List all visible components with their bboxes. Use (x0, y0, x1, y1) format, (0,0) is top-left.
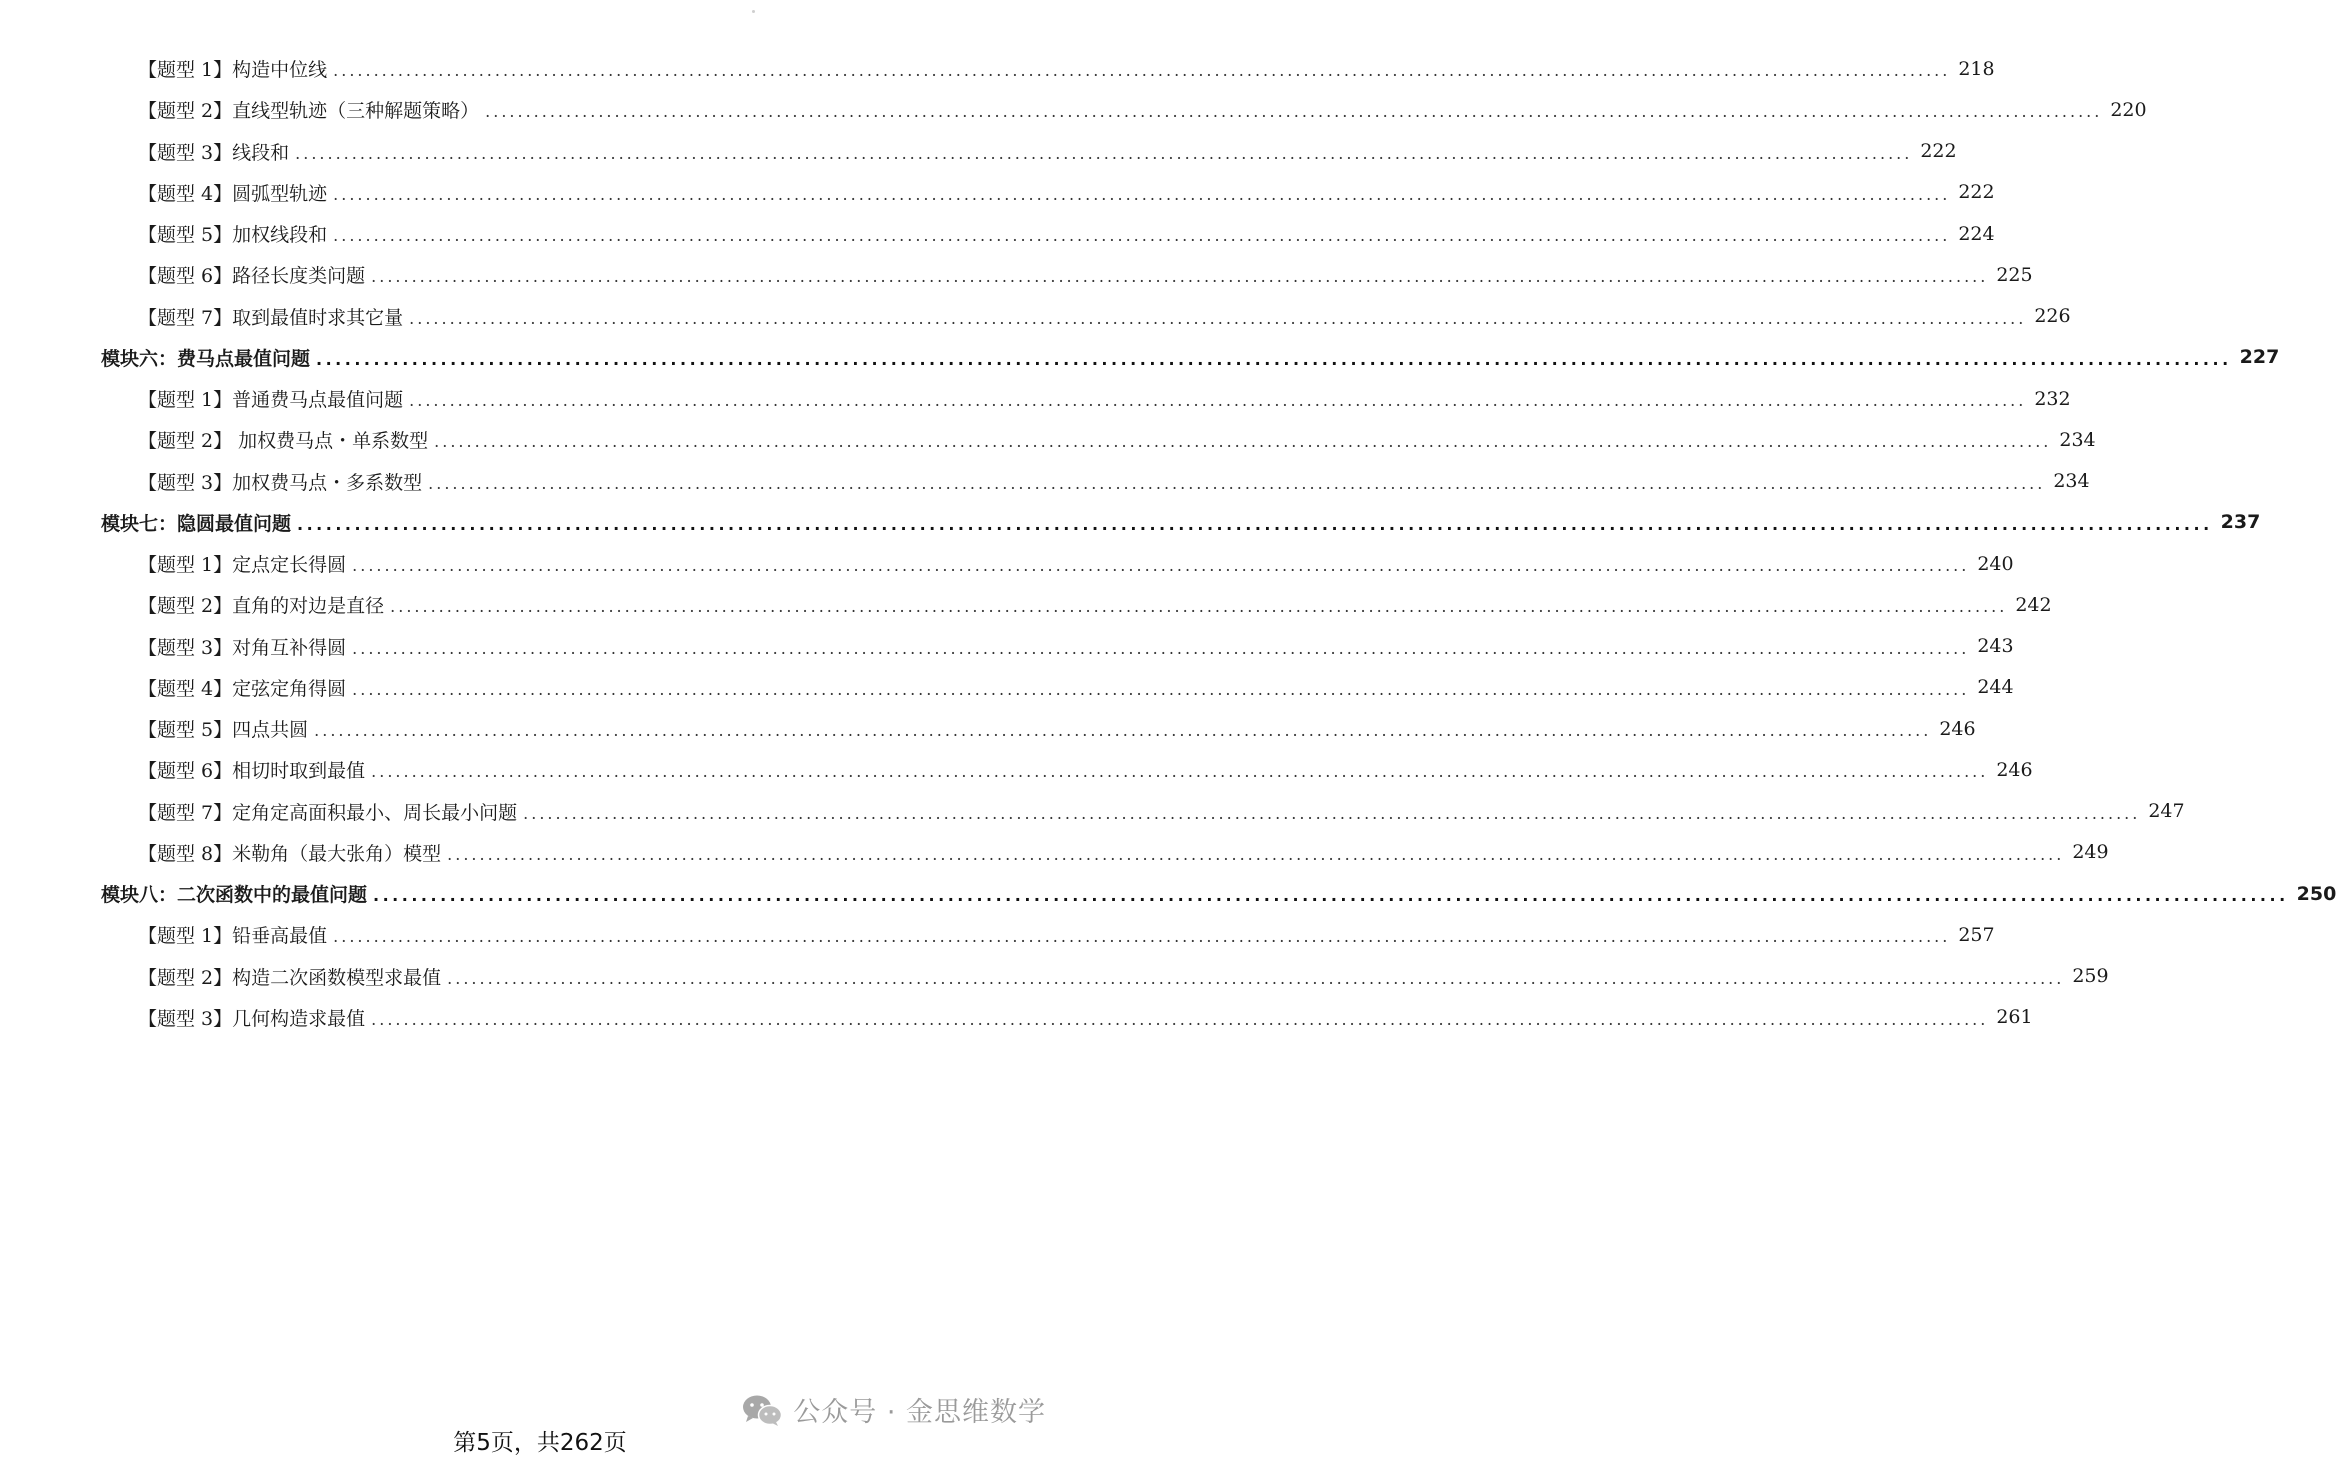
toc-entry-row[interactable] (0, 419, 2096, 460)
toc-entry-title: 【题型 2】直角的对边是直径 (138, 595, 385, 618)
toc-page-number: 246 (1939, 717, 1976, 740)
dot-leader: ........................................................................................................................................................................................................ (371, 1009, 1989, 1029)
dot-leader: ........................................................................................................................................................................................................ (428, 473, 2046, 493)
dot-leader: ........................................................................................................................................................................................................ (352, 638, 1970, 658)
dot-leader: ........................................................................................................................................................................................................ (523, 803, 2141, 823)
toc-entry-row[interactable] (0, 791, 2185, 832)
toc-page-number: 242 (2015, 593, 2052, 616)
toc-entry-row[interactable] (0, 543, 2014, 584)
toc-entry-row[interactable] (0, 89, 2147, 130)
toc-entry-title: 【题型 2】 加权费马点・单系数型 (138, 430, 429, 453)
dot-leader: ........................................................................................................................................................................................................ (485, 102, 2103, 122)
dot-leader: ........................................................................................................................................................................................................ (447, 968, 2065, 988)
toc-page-number: 244 (1977, 676, 2014, 699)
toc-entry-title: 【题型 1】普通费马点最值问题 (138, 389, 404, 412)
toc-page-number: 226 (2034, 305, 2071, 328)
toc-page-number: 224 (1958, 222, 1995, 245)
toc-page-number: 232 (2034, 387, 2071, 410)
toc-entry-row[interactable] (0, 172, 1995, 213)
toc-entry-title: 【题型 5】加权线段和 (138, 224, 328, 247)
toc-page-number: 227 (2239, 346, 2280, 369)
toc-entry-title: 【题型 1】铅垂高最值 (138, 925, 328, 948)
dot-leader: ........................................................................................................................................................................................................ (371, 267, 1989, 287)
toc-entry-row[interactable] (0, 749, 2033, 790)
toc-entry-row[interactable] (0, 832, 2109, 873)
dot-leader: ........................................................................................................................................................................................................ (447, 844, 2065, 864)
toc-entry-row[interactable] (0, 956, 2109, 997)
dot-leader: ........................................................................................................................................................................................................ (297, 514, 2213, 534)
toc-page-number: 222 (1958, 181, 1995, 204)
toc-page-number: 222 (1920, 140, 1957, 163)
page-footer: 第5页，共262页 (453, 1430, 627, 1456)
toc-page-number: 240 (1977, 552, 2014, 575)
toc-page-number: 249 (2072, 841, 2109, 864)
dot-leader: ........................................................................................................................................................................................................ (314, 721, 1932, 741)
toc-entry-title: 【题型 2】直线型轨迹（三种解题策略） (138, 100, 480, 123)
toc-entry-title: 【题型 8】米勒角（最大张角）模型 (138, 842, 442, 865)
toc-module-row[interactable] (0, 502, 2261, 543)
table-of-contents (0, 48, 2336, 1038)
dot-leader: ........................................................................................................................................................................................................ (373, 886, 2289, 906)
toc-module-row[interactable] (0, 873, 2336, 914)
dot-leader: ........................................................................................................................................................................................................ (333, 226, 1951, 246)
toc-entry-row[interactable] (0, 997, 2033, 1038)
toc-entry-title: 模块八：二次函数中的最值问题 (101, 884, 368, 907)
toc-page-number: 234 (2059, 428, 2096, 451)
toc-entry-title: 【题型 3】加权费马点・多系数型 (138, 471, 423, 494)
toc-page-number: 225 (1996, 263, 2033, 286)
toc-entry-title: 模块六：费马点最值问题 (101, 347, 311, 370)
toc-page-number: 246 (1996, 758, 2033, 781)
toc-entry-row[interactable] (0, 626, 2014, 667)
dot-leader: ........................................................................................................................................................................................................ (295, 143, 1913, 163)
toc-entry-title: 模块七：隐圆最值问题 (101, 512, 292, 535)
toc-entry-title: 【题型 7】定角定高面积最小、周长最小问题 (138, 801, 518, 824)
toc-entry-title: 【题型 3】线段和 (138, 141, 290, 164)
dot-leader: ........................................................................................................................................................................................................ (409, 308, 2027, 328)
toc-entry-row[interactable] (0, 914, 1995, 955)
toc-page-number: 234 (2053, 470, 2090, 493)
watermark-text: 公众号 · 金思维数学 (793, 1397, 1046, 1428)
dot-leader: ........................................................................................................................................................................................................ (434, 432, 2052, 452)
dot-leader: ........................................................................................................................................................................................................ (352, 679, 1970, 699)
toc-entry-row[interactable] (0, 254, 2033, 295)
toc-page-number: 250 (2296, 882, 2336, 905)
dot-leader: ........................................................................................................................................................................................................ (409, 391, 2027, 411)
toc-module-row[interactable] (0, 337, 2280, 378)
toc-page-number: 220 (2110, 98, 2147, 121)
toc-entry-title: 【题型 2】构造二次函数模型求最值 (138, 966, 442, 989)
toc-page-number: 243 (1977, 635, 2014, 658)
dot-leader: ........................................................................................................................................................................................................ (333, 927, 1951, 947)
toc-entry-row[interactable] (0, 584, 2052, 625)
toc-entry-row[interactable] (0, 296, 2071, 337)
toc-entry-row[interactable] (0, 708, 1976, 749)
scan-speck (752, 10, 755, 13)
toc-entry-row[interactable] (0, 213, 1995, 254)
toc-entry-title: 【题型 4】圆弧型轨迹 (138, 182, 328, 205)
toc-page-number: 218 (1958, 57, 1995, 80)
toc-entry-row[interactable] (0, 378, 2071, 419)
toc-entry-title: 【题型 6】路径长度类问题 (138, 265, 366, 288)
dot-leader: ........................................................................................................................................................................................................ (316, 349, 2232, 369)
dot-leader: ........................................................................................................................................................................................................ (333, 184, 1951, 204)
toc-entry-row[interactable] (0, 48, 1995, 89)
toc-page-number: 257 (1958, 923, 1995, 946)
dot-leader: ........................................................................................................................................................................................................ (352, 556, 1970, 576)
toc-page-number: 237 (2220, 511, 2261, 534)
toc-entry-title: 【题型 1】定点定长得圆 (138, 554, 347, 577)
wechat-icon (741, 1393, 783, 1427)
toc-entry-title: 【题型 1】构造中位线 (138, 59, 328, 82)
toc-entry-title: 【题型 6】相切时取到最值 (138, 760, 366, 783)
toc-entry-row[interactable] (0, 131, 1957, 172)
toc-entry-title: 【题型 3】几何构造求最值 (138, 1007, 366, 1030)
toc-entry-title: 【题型 7】取到最值时求其它量 (138, 306, 404, 329)
dot-leader: ........................................................................................................................................................................................................ (390, 597, 2008, 617)
toc-entry-title: 【题型 5】四点共圆 (138, 719, 309, 742)
toc-page-number: 259 (2072, 965, 2109, 988)
dot-leader: ........................................................................................................................................................................................................ (371, 762, 1989, 782)
toc-entry-row[interactable] (0, 461, 2090, 502)
toc-page-number: 247 (2148, 800, 2185, 823)
toc-entry-row[interactable] (0, 667, 2014, 708)
dot-leader: ........................................................................................................................................................................................................ (333, 61, 1951, 81)
toc-entry-title: 【题型 3】对角互补得圆 (138, 636, 347, 659)
toc-page-number: 261 (1996, 1006, 2033, 1029)
toc-entry-title: 【题型 4】定弦定角得圆 (138, 677, 347, 700)
